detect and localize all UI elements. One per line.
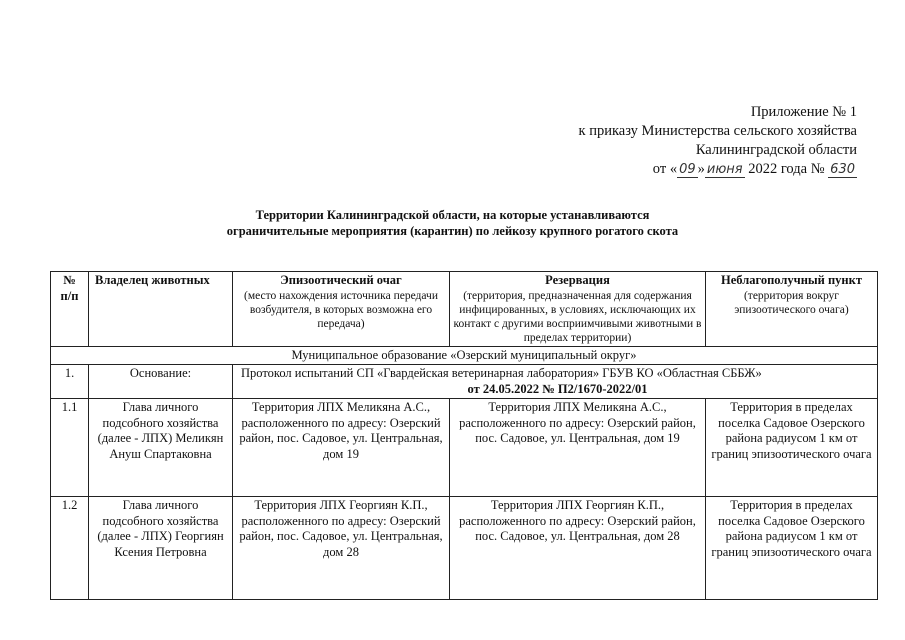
row-owner: Глава личного подсобного хозяйства (далее - ЛПХ) Меликян Ануш Спартаковна <box>89 399 233 497</box>
order-number-handwritten: 630 <box>830 162 855 177</box>
title-line-1: Территории Калининградской области, на которые устанавливаются <box>255 208 650 222</box>
quarantine-table <box>50 271 878 600</box>
row-reservation: Территория ЛПХ Меликяна А.С., расположенного по адресу: Озерский район, пос. Садовое, ул. Центральная, дом 19 <box>450 399 706 497</box>
row-unsafe-point: Территория в пределах поселка Садовое Озерского района радиусом 1 км от границ эпизоотического очага <box>706 497 878 600</box>
row-owner: Глава личного подсобного хозяйства (далее - ЛПХ) Георгиян Ксения Петровна <box>89 497 233 600</box>
table-row <box>51 399 878 497</box>
row-focus: Территория ЛПХ Меликяна А.С., расположенного по адресу: Озерский район, пос. Садовое, ул. Центральная, дом 19 <box>233 399 450 497</box>
appendix-line-2: к приказу Министерства сельского хозяйства <box>578 123 857 139</box>
municipality-name: Муниципальное образование «Озерский муниципальный округ» <box>51 346 878 365</box>
header-owner: Владелец животных <box>89 272 233 347</box>
row-focus: Территория ЛПХ Георгиян К.П., расположенного по адресу: Озерский район, пос. Садовое, ул. Центральная, дом 28 <box>233 497 450 600</box>
municipality-row <box>51 346 878 365</box>
basis-num: 1. <box>51 365 89 399</box>
date-prefix: от « <box>652 161 678 177</box>
row-num: 1.1 <box>51 399 89 497</box>
row-num: 1.2 <box>51 497 89 600</box>
title-line-2: ограничительные мероприятия (карантин) по лейкозу крупного рогатого скота <box>226 224 679 238</box>
appendix-header <box>579 103 857 179</box>
row-reservation: Территория ЛПХ Георгиян К.П., расположенного по адресу: Озерский район, пос. Садовое, ул. Центральная, дом 28 <box>450 497 706 600</box>
header-unsafe-point: Неблагополучный пункт (территория вокруг эпизоотического очага) <box>706 272 878 347</box>
header-reservation: Резервация (территория, предназначенная для содержания инфицированных, в условиях, исключающих их контакт с другими восприимчивыми животными в пределах территории) <box>450 272 706 347</box>
header-num: № п/п <box>51 272 89 347</box>
header-focus: Эпизоотический очаг (место нахождения источника передачи возбудителя, в которых возможна его передача) <box>233 272 450 347</box>
document-title <box>0 207 905 239</box>
basis-label: Основание: <box>89 365 233 399</box>
appendix-line-1: Приложение № 1 <box>750 104 857 120</box>
table-row <box>51 497 878 600</box>
date-day-handwritten: 09 <box>679 162 696 177</box>
basis-text: Протокол испытаний СП «Гвардейская ветеринарная лаборатория» ГБУВ КО «Областная СББЖ» от 24.05.2022 № П2/1670-2022/01 <box>233 365 878 399</box>
date-mid: » <box>697 161 705 177</box>
date-year: 2022 года № <box>748 161 825 177</box>
table-header-row <box>51 272 878 347</box>
basis-row <box>51 365 878 399</box>
appendix-line-3: Калининградской области <box>695 142 857 158</box>
row-unsafe-point: Территория в пределах поселка Садовое Озерского района радиусом 1 км от границ эпизоотического очага <box>706 399 878 497</box>
date-month-handwritten: июня <box>706 162 743 177</box>
appendix-date-line <box>579 160 857 179</box>
